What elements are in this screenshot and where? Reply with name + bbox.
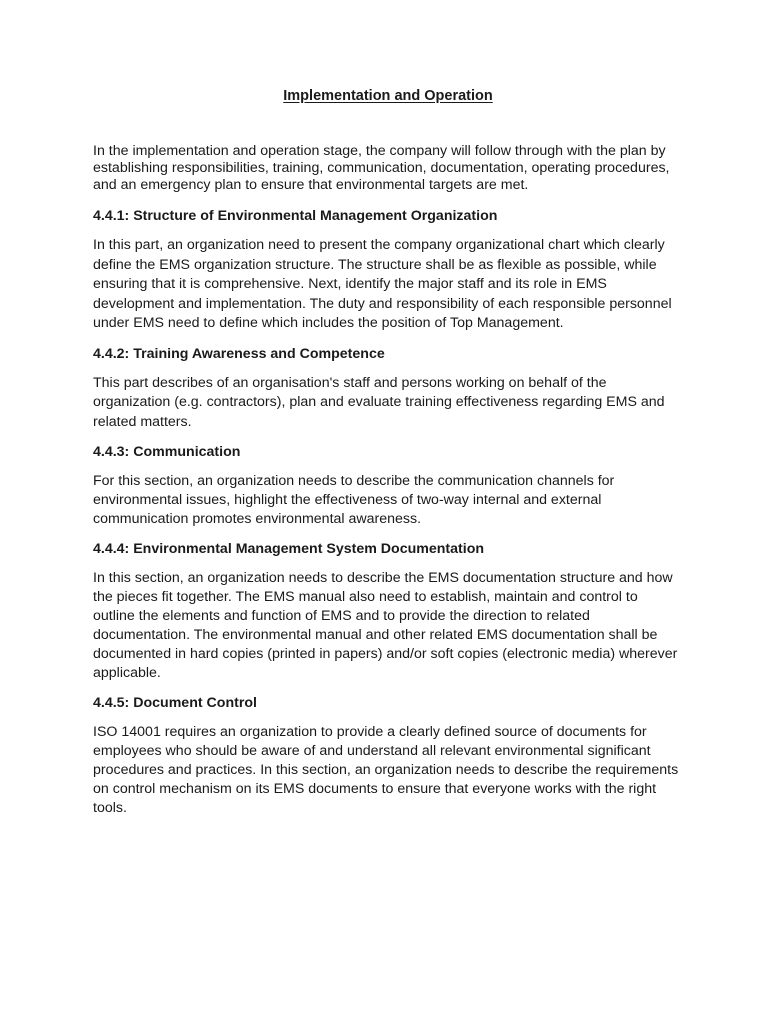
section-4-4-3 bbox=[93, 442, 683, 529]
section-body: For this section, an organization needs to describe the communication channels for environmental issues, highlight the effectiveness of two-way internal and external communication promotes environmental awareness. bbox=[93, 473, 615, 527]
section-body: In this section, an organization needs to describe the EMS documentation structure and how the pieces fit together. The EMS manual also need to establish, maintain and control to outline the elements and function of EMS and to provide the direction to related documentation. The environmental manual and other related EMS documentation shall be documented in hard copies (printed in papers) and/or soft copies (electronic media) wherever applicable. bbox=[93, 570, 678, 681]
section-4-4-4 bbox=[93, 539, 683, 683]
intro-paragraph: In the implementation and operation stage, the company will follow through with the plan by establishing responsibilities, training, communication, documentation, operating procedures, and an emergency plan to ensure that environmental targets are met. bbox=[93, 143, 670, 193]
section-body: In this part, an organization need to present the company organizational chart which clearly define the EMS organization structure. The structure shall be as flexible as possible, while ensuring that it is comprehensive. Next, identify the major staff and its role in EMS development and implementation. The duty and responsibility of each responsible personnel under EMS need to define which includes the position of Top Management. bbox=[93, 237, 672, 331]
section-heading: 4.4.3: Communication bbox=[93, 444, 241, 460]
section-heading: 4.4.2: Training Awareness and Competence bbox=[93, 345, 385, 362]
section-4-4-2 bbox=[93, 344, 683, 433]
section-heading: 4.4.4: Environmental Management System Documentation bbox=[93, 541, 485, 557]
section-4-4-1 bbox=[93, 206, 683, 334]
section-body: This part describes of an organisation's staff and persons working on behalf of the organization (e.g. contractors), plan and evaluate training effectiveness regarding EMS and related matters. bbox=[93, 374, 665, 430]
document-title: Implementation and Operation bbox=[283, 88, 493, 104]
section-heading: 4.4.1: Structure of Environmental Management Organization bbox=[93, 208, 498, 224]
document-page bbox=[93, 86, 683, 828]
section-4-4-5 bbox=[93, 693, 683, 818]
section-body: ISO 14001 requires an organization to provide a clearly defined source of documents for employees who should be aware of and understand all relevant environmental significant procedures and practices. In this section, an organization needs to describe the requirements on control mechanism on its EMS documents to ensure that everyone works with the right tools. bbox=[93, 724, 679, 816]
section-heading: 4.4.5: Document Control bbox=[93, 695, 257, 711]
